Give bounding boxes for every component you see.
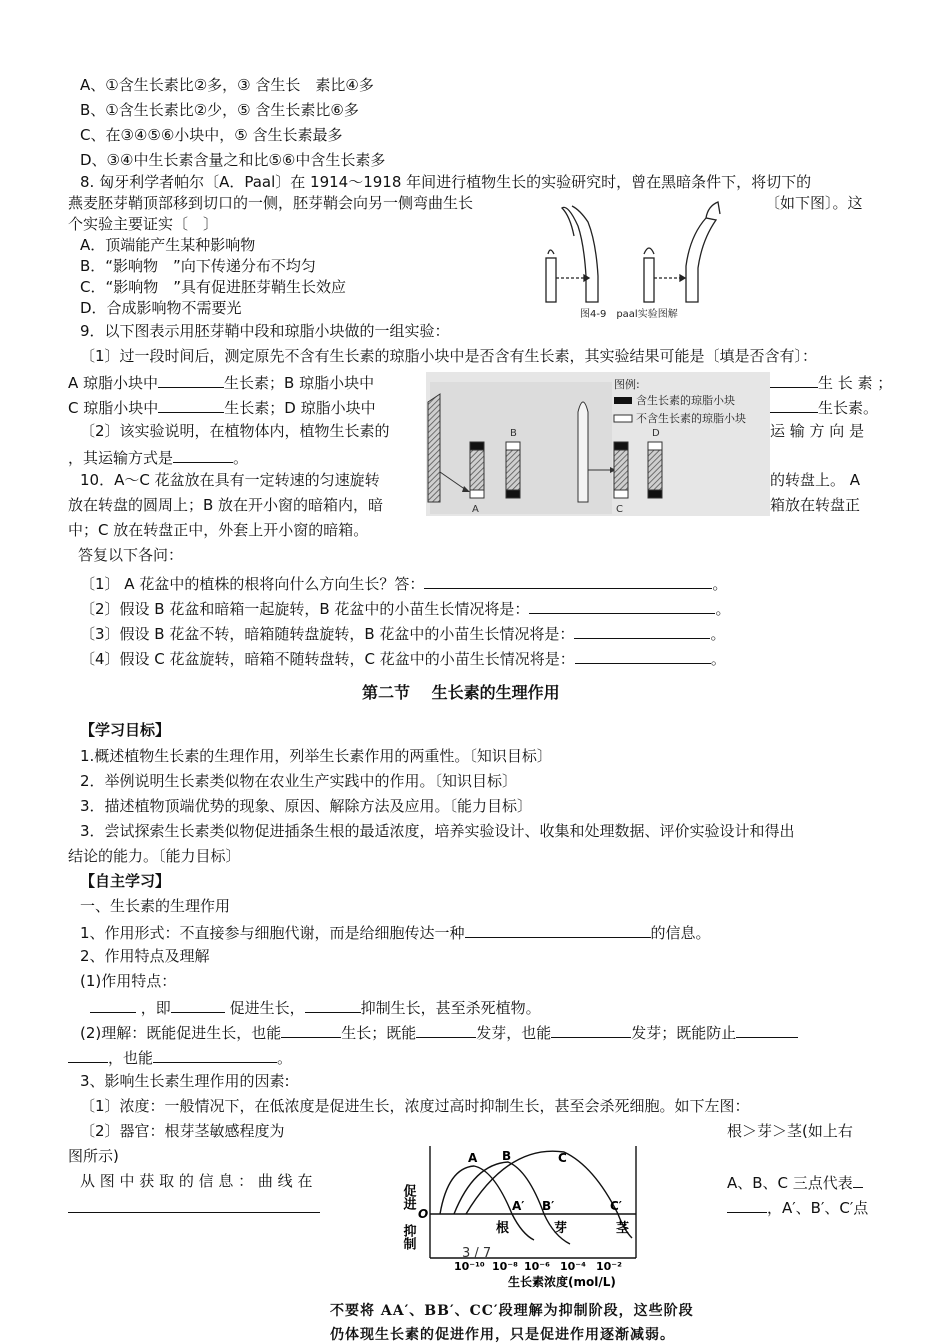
q9-transport-label: ，其运输方式是	[68, 449, 174, 467]
q10-sub4-blank[interactable]	[575, 647, 711, 664]
understand-blank-6[interactable]	[153, 1046, 277, 1063]
q9-line-a	[68, 371, 374, 393]
understand-text-1: (2)理解：既能促进生长，也能	[80, 1024, 282, 1042]
info-blank-left[interactable]	[68, 1196, 320, 1213]
q10-line2-end: 箱放在转盘正	[770, 496, 861, 514]
x-tick-1: 10⁻¹⁰	[454, 1260, 485, 1273]
q7-option-c: C、在③④⑤⑥小块中，⑤ 含生长素最多	[80, 126, 343, 144]
zero-a: A′	[512, 1199, 525, 1213]
q10-sub1-text: 〔1〕 A 花盆中的植株的根将向什么方向生长？答：	[80, 575, 425, 593]
info-abc-text: A、B、C 三点代表	[727, 1174, 853, 1192]
q7-option-a: A、①含生长素比②多，③ 含生长 素比④多	[80, 76, 374, 94]
peak-c: C	[558, 1151, 567, 1165]
q9-d-label: 生长素；D 琼脂小块中	[224, 399, 376, 417]
understand-line2	[68, 1046, 292, 1068]
understand-text-5: ，也能	[108, 1049, 154, 1067]
q10-line1: 10．A～C 花盆放在具有一定转速的匀速旋转	[80, 471, 380, 489]
q10-sub4-end: 。	[710, 650, 726, 668]
q8-stem-line3: 个实验主要证实〔 〕	[68, 215, 219, 233]
q9-line-b-end	[770, 371, 892, 393]
q10-sub2-blank[interactable]	[529, 597, 715, 614]
q9-part2: 〔2〕该实验说明，在植物体内，植物生长素的	[80, 422, 390, 440]
segment-c	[614, 442, 628, 498]
q10-sub2	[80, 597, 730, 619]
q9-b-blank[interactable]	[770, 371, 818, 388]
q8-option-d: D．合成影响物不需要光	[80, 299, 242, 317]
q9-d-suffix: 生长素。	[818, 399, 879, 417]
info-line2-right	[727, 1196, 868, 1218]
q10-sub1-blank[interactable]	[424, 572, 712, 589]
q8-option-c: C．“影响物 ”具有促进胚芽鞘生长效应	[80, 278, 347, 296]
stem-curve	[466, 1151, 632, 1238]
note-line1: 不要将 AA′、BB′、CC′段理解为抑制阶段，这些阶段	[330, 1303, 694, 1319]
peak-b: B	[502, 1149, 512, 1163]
goal-4-line2: 结论的能力。〔能力目标〕	[68, 847, 241, 865]
organ-root: 根	[496, 1221, 510, 1236]
note-line2: 仍体现生长素的促进作用，只是促进作用逐渐减弱。	[330, 1327, 675, 1343]
agar-block-figure	[426, 372, 770, 516]
q8-stem-line2-end: 〔如下图〕。这	[765, 194, 863, 212]
x-tick-3: 10⁻⁶	[524, 1260, 550, 1273]
goal-4-line1: 3．尝试探索生长素类似物促进插条生根的最适浓度，培养实验设计、收集和处理数据、评价实验设计和得出	[80, 822, 795, 840]
q10-sub1-end: 。	[712, 575, 728, 593]
goal-2: 2．举例说明生长素类似物在农业生产实践中的作用。〔知识目标〕	[80, 772, 518, 790]
label-a: A	[472, 504, 479, 515]
coleoptile-segment-left	[428, 394, 440, 502]
item-1-text: 1、作用形式：不直接参与细胞代谢，而是给细胞传达一种	[80, 924, 465, 942]
legend-title: 图例:	[614, 378, 640, 391]
trait-text-1: ，即	[140, 999, 171, 1017]
understand-line1	[80, 1021, 798, 1043]
trait-blank-2[interactable]	[171, 996, 225, 1013]
q9-c-label: C 琼脂小块中	[68, 399, 159, 417]
organ-bud: 芽	[554, 1221, 568, 1236]
trait-text-2: 促进生长，	[229, 999, 305, 1017]
label-c: C	[616, 504, 623, 515]
goal-1: 1.概述植物生长素的生理作用，列举生长素作用的两重性。〔知识目标〕	[80, 747, 552, 765]
label-d: D	[652, 428, 660, 439]
goal-3: 3．描述植物顶端优势的现象、原因、解除方法及应用。〔能力目标〕	[80, 797, 533, 815]
info-line-right	[727, 1171, 863, 1193]
info-abc-blank[interactable]	[853, 1171, 863, 1188]
q9-period: 。	[233, 449, 249, 467]
q8-stem-line2: 燕麦胚芽鞘顶部移到切口的一侧，胚芽鞘会向另一侧弯曲生长	[68, 194, 474, 212]
legend-without: 不含生长素的琼脂小块	[636, 412, 746, 425]
trait-blank-1[interactable]	[90, 996, 136, 1013]
understand-blank-5[interactable]	[68, 1046, 108, 1063]
understand-text-6: 。	[277, 1049, 293, 1067]
y-label-inhibit: 抑制	[400, 1224, 416, 1250]
q10-sub3-blank[interactable]	[574, 622, 710, 639]
q9-stem: 9．以下图表示用胚芽鞘中段和琼脂小块做的一组实验：	[80, 322, 450, 340]
understand-blank-1[interactable]	[281, 1021, 341, 1038]
q9-part2-line2	[68, 446, 248, 468]
zero-c: C′	[610, 1199, 622, 1213]
y-label-promote: 促进	[400, 1184, 416, 1210]
item-2: 2、作用特点及理解	[80, 947, 210, 965]
understand-text-4: 发芽；既能防止	[631, 1024, 737, 1042]
understand-blank-3[interactable]	[551, 1021, 631, 1038]
trait-text-3: 抑制生长，甚至杀死植物。	[360, 999, 541, 1017]
q9-a-blank[interactable]	[158, 371, 224, 388]
coleoptile-bent-left	[546, 206, 598, 302]
peak-a: A	[468, 1151, 478, 1165]
q10-sub1	[80, 572, 727, 594]
q8-option-a: A．顶端能产生某种影响物	[80, 236, 256, 254]
understand-text-2: 生长；既能	[341, 1024, 417, 1042]
item-3: 3、影响生长素生理作用的因素:	[80, 1072, 290, 1090]
understand-blank-4[interactable]	[736, 1021, 798, 1038]
q10-line2: 放在转盘的圆周上；B 放在开小窗的暗箱内，暗	[68, 496, 384, 514]
page-number: 3 / 7	[462, 1246, 492, 1261]
coleoptile-bent-right	[644, 202, 720, 302]
legend-swatch-with	[614, 397, 632, 404]
q8-option-b: B．“影响物 ”向下传递分布不均匀	[80, 257, 316, 275]
q10-line3: 中；C 放在转盘正中，外套上开小窗的暗箱。	[68, 521, 369, 539]
q10-sub3	[80, 622, 725, 644]
paal-figure-caption: 图4-9 paal实验图解	[580, 309, 678, 320]
q9-a-label: A 琼脂小块中	[68, 374, 159, 392]
q7-option-d: D、③④中生长素含量之和比⑤⑥中含生长素多	[80, 151, 386, 169]
segment-b	[506, 442, 520, 498]
q9-part2-end: 运 输 方 向 是	[770, 422, 865, 440]
factor-organ-right: 根＞芽＞茎(如上右	[727, 1122, 853, 1140]
goals-heading: 【学习目标】	[80, 721, 171, 739]
info-line-blank-left	[68, 1196, 320, 1218]
q10-sub2-end: 。	[715, 600, 731, 618]
factor-organ: 〔2〕器官：根芽茎敏感程度为	[80, 1122, 285, 1140]
q10-sub4-text: 〔4〕假设 C 花盆旋转，暗箱不随转盘转，C 花盆中的小苗生长情况将是：	[80, 650, 575, 668]
item-1-blank[interactable]	[465, 921, 651, 938]
q9-d-blank[interactable]	[770, 396, 818, 413]
q10-sub3-text: 〔3〕假设 B 花盆不转，暗箱随转盘旋转，B 花盆中的小苗生长情况将是：	[80, 625, 575, 643]
self-study-heading: 【自主学习】	[80, 872, 171, 890]
q9-transport-blank[interactable]	[173, 446, 233, 463]
x-tick-4: 10⁻⁴	[560, 1260, 586, 1273]
info-primes-blank[interactable]	[727, 1196, 767, 1213]
q9-c-blank[interactable]	[158, 396, 224, 413]
origin-label: O	[418, 1207, 429, 1221]
label-b: B	[510, 428, 517, 439]
info-line-left: 从 图 中 获 取 的 信 息 ： 曲 线 在	[80, 1172, 313, 1190]
segment-a	[470, 442, 484, 498]
q8-stem-line1: 8. 匈牙利学者帕尔〔A．Paal〕在 1914～1918 年间进行植物生长的实验研究时，曾在黑暗条件下，将切下的	[80, 173, 812, 191]
factor-concentration: 〔1〕浓度：一般情况下，在低浓度是促进生长，浓度过高时抑制生长，甚至会杀死细胞。如下左图：	[80, 1097, 750, 1115]
auxin-concentration-graph	[400, 1140, 644, 1292]
segment-d	[648, 442, 662, 498]
paal-experiment-figure	[540, 196, 740, 324]
organ-stem: 茎	[616, 1221, 630, 1236]
q9-part1: 〔1〕过一段时间后，测定原先不含有生长素的琼脂小块中是否含有生长素，其实验结果可能是〔填是否含有〕：	[80, 347, 818, 365]
understand-text-3: 发芽，也能	[476, 1024, 552, 1042]
q10-sub4	[80, 647, 726, 669]
info-primes-text: ，A′、B′、C′点	[767, 1199, 869, 1217]
item-1-end: 的信息。	[650, 924, 711, 942]
x-tick-5: 10⁻²	[596, 1260, 622, 1273]
q9-b-suffix: 生 长 素 ；	[818, 374, 893, 392]
heading-physiology: 一、生长素的生理作用	[80, 897, 231, 915]
trait-blank-3[interactable]	[305, 996, 361, 1013]
q10-sub3-end: 。	[710, 625, 726, 643]
q9-b-label: 生长素；B 琼脂小块中	[224, 374, 375, 392]
coleoptile-segment-right	[578, 402, 588, 502]
legend-swatch-without	[614, 415, 632, 422]
x-axis-label: 生长素浓度(mol/L)	[508, 1275, 616, 1289]
x-tick-2: 10⁻⁸	[492, 1260, 518, 1273]
q7-option-b: B、①含生长素比②少，⑤ 含生长素比⑥多	[80, 101, 359, 119]
q10-ask: 答复以下各问：	[78, 546, 184, 564]
q10-line1-end: 的转盘上。 A	[770, 471, 861, 489]
zero-b: B′	[542, 1199, 555, 1213]
factor-organ-line2: 图所示)	[68, 1147, 119, 1165]
section-title: 第二节 生长素的生理作用	[362, 683, 560, 702]
understand-blank-2[interactable]	[416, 1021, 476, 1038]
legend-with: 含生长素的琼脂小块	[636, 394, 735, 407]
trait-heading: (1)作用特点：	[80, 972, 177, 990]
trait-line	[90, 996, 541, 1018]
q9-line-d-end	[770, 396, 878, 418]
q9-line-c	[68, 396, 376, 418]
q10-sub2-text: 〔2〕假设 B 花盆和暗箱一起旋转，B 花盆中的小苗生长情况将是：	[80, 600, 530, 618]
item-1	[80, 921, 711, 943]
